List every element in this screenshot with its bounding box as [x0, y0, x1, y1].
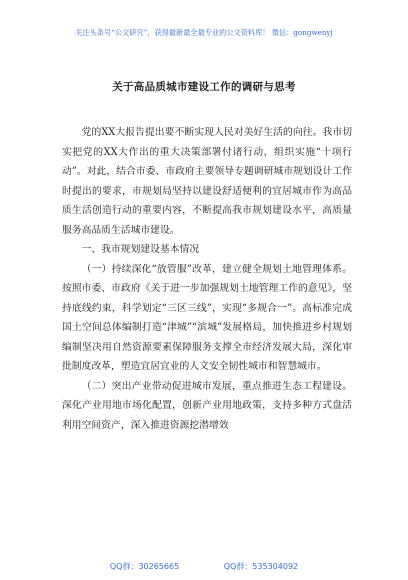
section-heading: 一、我市规划建设基本情况	[81, 244, 200, 255]
paragraph-section-2: （二）突出产业带动促进城市发展，重点推进生态工程建设。深化产业用地市场化配置，创新产业用地政策，支持多种方式盘活利用空间资产，深入推进资源挖潜增效	[62, 380, 352, 431]
qq-group-1: QQ群：30265665	[109, 562, 180, 571]
qq-group-2: QQ群：535304092	[223, 562, 299, 571]
footer-contact	[0, 561, 408, 572]
paragraph-section-1: （一）持续深化“放管服”改革，建立健全规划土地管理体系。按照市委、市政府《关于进一步加强规划土地管理工作的意见》，坚持底线约束，科学划定“三区三线”，实现“多规合一”。高标准完成国土空间总体编制打造“津城”“滨城”发展格局，加快推进乡村规划编制坚决用自然资源要素保障服务支撑全市经济发展大局，深化审批制度改革，塑造宜居宜业的人文安全韧性城市和智慧城市。	[62, 263, 352, 372]
header-banner: 关注头条号“公文研究”，获得最新最全最专业的公文资料库！ 微信：gongwenyj	[75, 28, 333, 37]
document-title: 关于高品质城市建设工作的调研与思考	[112, 81, 296, 93]
paragraph-intro: 党的XX大报告提出要不断实现人民对美好生活的向往。我市切实把党的XX大作出的重大决策部署付诸行动，组织实施“十项行动”。对此，结合市委、市政府主要领导专题调研城市规划设计工作时提出的要求，市规划局坚持以建设舒适便利的宜居城市作为高品质生活创造行动的重要内容，不断提高我市规划建设水平，高质量服务高品质生活城市建设。	[62, 127, 352, 236]
document-body	[62, 123, 352, 435]
